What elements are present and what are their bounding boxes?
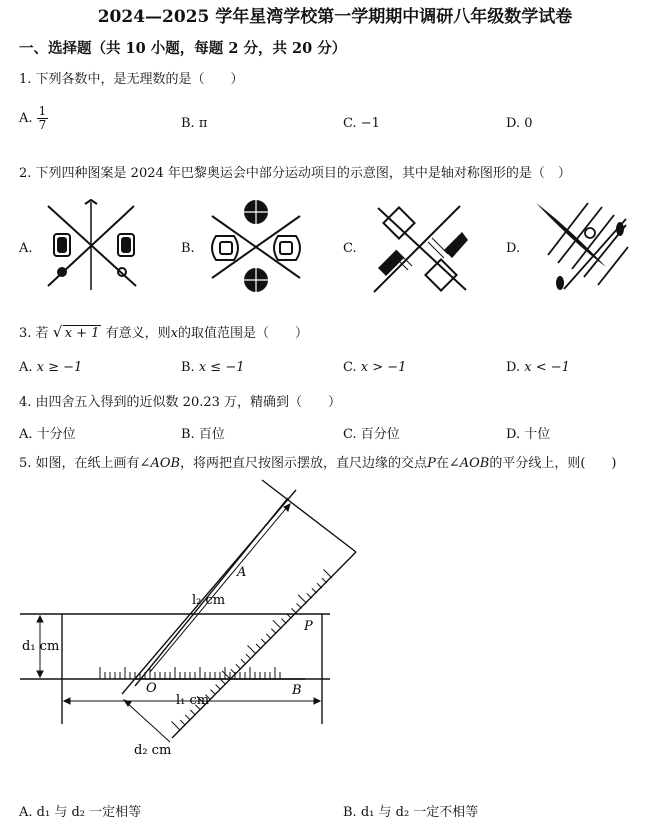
question-2-option-b-label: B. — [181, 241, 195, 256]
ruler-tick — [312, 588, 317, 593]
ruler-tick — [261, 639, 266, 644]
ruler-tick — [273, 620, 281, 628]
option-label: C. — [343, 116, 357, 131]
question-1-option-b — [181, 116, 207, 131]
option-label: A. — [19, 427, 33, 442]
question-1-option-a — [19, 105, 48, 132]
ruler-tick — [256, 644, 261, 649]
basketball-court-icon — [206, 198, 306, 294]
option-label: D. — [506, 116, 521, 131]
option-text: 百分位 — [360, 427, 400, 442]
radicand: x + 1 — [64, 326, 100, 341]
option-text: 十分位 — [36, 427, 76, 442]
option-label: C. — [343, 427, 357, 442]
option-label: A. — [19, 360, 33, 375]
fraction-numerator: 1 — [38, 104, 47, 118]
question-4-option-a — [19, 423, 76, 442]
badminton-icon — [368, 202, 472, 296]
question-1-option-d — [506, 116, 533, 131]
ruler-tick — [271, 629, 276, 634]
label-l2: l₂ cm — [192, 593, 226, 608]
label-o: O — [146, 681, 157, 696]
exam-title: 2024—2025 学年星湾学校第一学期期中调研八年级数学试卷 — [97, 7, 573, 27]
ruler-tick — [322, 578, 327, 583]
question-2-option-c-label: C. — [343, 241, 357, 256]
ruler-tick — [317, 583, 322, 588]
ruler-tick — [216, 685, 221, 690]
question-5-option-b — [343, 801, 478, 820]
question-5-stem — [19, 452, 616, 471]
fraction-denominator: 7 — [38, 118, 47, 132]
ruler-tick — [266, 634, 271, 639]
option-label: C. — [343, 360, 357, 375]
option-text: 0 — [524, 116, 533, 131]
point-p: P — [427, 456, 436, 471]
question-2-stem: 2. 下列四种图案是 2024 年巴黎奥运会中部分运动项目的示意图，其中是轴对称图形的是（ ） — [19, 166, 571, 181]
variable: x — [170, 326, 178, 341]
option-text: −1 — [360, 116, 380, 131]
option-label: D. — [506, 360, 521, 375]
question-5-option-a — [19, 801, 141, 820]
ruler-tick — [281, 619, 286, 624]
question-3-option-d — [506, 360, 570, 375]
question-5-stem-mid: ，将两把直尺按图示摆放，直尺边缘的交点 — [180, 456, 428, 471]
ruler-tick — [185, 715, 190, 720]
option-label: B. — [343, 805, 357, 820]
ruler-tick — [222, 671, 230, 679]
option-text: 百位 — [198, 427, 225, 442]
section-heading: 一、选择题（共 10 小题，每题 2 分，共 20 分） — [19, 40, 347, 57]
question-3-stem — [19, 322, 308, 341]
angle-aob: ∠AOB — [139, 456, 181, 471]
option-text: x ≥ −1 — [36, 360, 83, 375]
ruler-tick — [298, 595, 306, 603]
question-1-stem: 1. 下列各数中，是无理数的是（ ） — [19, 72, 244, 87]
option-text: x ≤ −1 — [198, 360, 245, 375]
option-label: A. — [19, 805, 33, 820]
question-4-option-b — [181, 423, 225, 442]
option-label: B. — [181, 116, 195, 131]
canoe-icon — [528, 197, 632, 295]
ruler-tick — [190, 710, 195, 715]
ruler-tick — [180, 720, 185, 725]
question-1-option-c — [343, 116, 380, 131]
label-a: A — [237, 565, 247, 580]
question-4-option-d — [506, 423, 550, 442]
angle-aob: ∠AOB — [448, 456, 490, 471]
label-p: P — [304, 619, 313, 634]
option-text: π — [198, 116, 208, 131]
square-root — [52, 323, 102, 341]
question-3-option-b — [181, 360, 244, 375]
ruler-tick — [248, 646, 256, 654]
ruler-tick — [292, 609, 297, 614]
ruler-tick — [221, 679, 226, 684]
question-3-stem-post: 的取值范围是（ ） — [177, 326, 308, 341]
ruler-tick — [211, 690, 216, 695]
rulers-figure — [0, 476, 380, 790]
ruler-tick — [324, 570, 332, 578]
question-4-stem: 4. 由四舍五入得到的近似数 20.23 万，精确到（ ） — [19, 395, 342, 410]
option-text: x > −1 — [360, 360, 407, 375]
radical-sign-icon: √ — [52, 323, 63, 341]
question-3-option-a — [19, 360, 82, 375]
ruler-tick — [307, 593, 312, 598]
question-5-stem-post: 的平分线上，则( ) — [489, 456, 617, 471]
question-3-stem-mid: 有意义，则 — [105, 326, 171, 341]
option-label: D. — [506, 427, 521, 442]
option-text: d₁ 与 d₂ 一定不相等 — [360, 805, 479, 820]
option-label: B. — [181, 360, 195, 375]
fraction — [37, 105, 49, 132]
horizontal-ruler-ticks — [100, 667, 280, 679]
option-text: d₁ 与 d₂ 一定相等 — [36, 805, 142, 820]
question-2-option-d-label: D. — [506, 241, 521, 256]
ruler-tick — [231, 669, 236, 674]
ruler-tick — [297, 603, 302, 608]
option-text: 十位 — [524, 427, 551, 442]
question-3-stem-pre: 3. 若 — [19, 326, 49, 341]
label-d2: d₂ cm — [134, 743, 172, 758]
question-2-option-a-label: A. — [19, 241, 33, 256]
option-label: B. — [181, 427, 195, 442]
question-5-stem-pre: 5. 如图，在纸上画有 — [19, 456, 140, 471]
option-text: x < −1 — [524, 360, 570, 375]
label-l1: l₁ cm — [176, 693, 210, 708]
question-4-option-c — [343, 423, 400, 442]
option-label: A. — [19, 111, 33, 126]
ruler-tick — [236, 664, 241, 669]
question-5-stem-mid2: 在 — [435, 456, 449, 471]
question-3-option-c — [343, 360, 406, 375]
label-b: B — [292, 683, 302, 698]
fencing-icon — [40, 198, 150, 294]
ruler-tick — [241, 659, 246, 664]
ruler-tick — [172, 722, 180, 730]
label-d1: d₁ cm — [22, 639, 60, 654]
ruler-tick — [246, 654, 251, 659]
